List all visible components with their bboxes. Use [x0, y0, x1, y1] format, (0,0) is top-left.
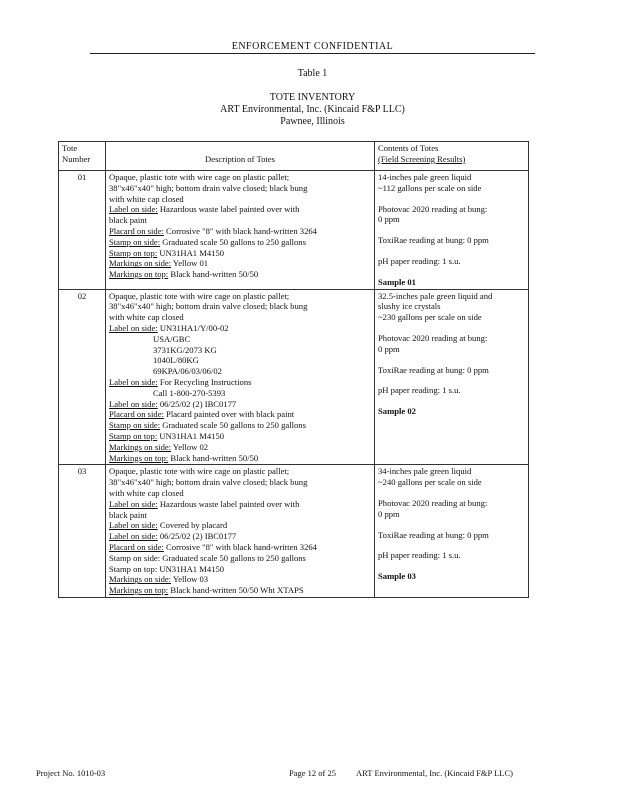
- field-value: 06/25/02 (2) IBC0177: [157, 398, 237, 409]
- description-line: [109, 499, 371, 510]
- field-label: Label on side:: [109, 520, 158, 531]
- contents-line: ToxiRae reading at bung: 0 ppm: [378, 529, 489, 540]
- field-value: Hazardous waste label painted over with: [157, 204, 300, 215]
- description-line: [109, 564, 371, 575]
- field-value: Stamp on side: Graduated scale 50 gallons to 250 gallons: [109, 552, 306, 563]
- contents-line: pH paper reading: 1 s.u.: [378, 255, 461, 266]
- field-value: Corrosive "8" with black hand-written 3264: [163, 541, 317, 552]
- field-label: Label on side:: [109, 398, 158, 409]
- field-value: with white cap closed: [109, 487, 184, 498]
- field-value: Black hand-written 50/50: [168, 269, 259, 280]
- table-row: [59, 289, 529, 465]
- field-label: Markings on top:: [109, 452, 169, 463]
- field-label: Markings on side:: [109, 574, 172, 585]
- contents-line: [378, 375, 525, 385]
- field-value: Graduated scale 50 gallons to 250 gallons: [160, 420, 306, 431]
- table-heading: TOTE INVENTORY: [269, 92, 356, 103]
- table-label: Table 1: [297, 68, 328, 79]
- contents-line: [378, 246, 525, 256]
- table-header-row: [59, 142, 529, 171]
- description-line: [109, 172, 371, 183]
- description-line: [109, 510, 371, 521]
- confidential-header: ENFORCEMENT CONFIDENTIAL: [231, 41, 394, 52]
- field-value: UN31HA1 M4150: [157, 247, 225, 258]
- tote-description: [106, 465, 375, 598]
- description-line: [109, 248, 371, 259]
- contents-line: 32.5-inches pale green liquid and: [378, 290, 493, 301]
- description-line: [109, 194, 371, 205]
- description-line: [109, 312, 371, 323]
- tote-contents: [375, 465, 529, 598]
- field-label: Stamp on side:: [109, 420, 161, 431]
- description-line: [109, 466, 371, 477]
- field-value: black paint: [109, 509, 147, 520]
- field-label: Placard on side:: [109, 541, 164, 552]
- field-value: USA/GBC: [153, 333, 191, 344]
- field-value: Covered by placard: [157, 520, 228, 531]
- field-value: Opaque, plastic tote with wire cage on plastic pallet;: [109, 466, 290, 477]
- field-label: Placard on side:: [109, 409, 164, 420]
- description-line: [109, 334, 371, 345]
- contents-line: [378, 488, 525, 498]
- description-line: [109, 453, 371, 464]
- description-line: [109, 531, 371, 542]
- description-line: [109, 542, 371, 553]
- field-value: with white cap closed: [109, 193, 184, 204]
- contents-line: ToxiRae reading at bung: 0 ppm: [378, 364, 489, 375]
- description-line: [109, 226, 371, 237]
- description-line: [109, 488, 371, 499]
- field-value: For Recycling Instructions: [157, 376, 252, 387]
- tote-number: 02: [59, 289, 106, 465]
- description-line: [109, 301, 371, 312]
- header-description: Description of Totes: [106, 142, 375, 171]
- contents-line: ToxiRae reading at bung: 0 ppm: [378, 235, 489, 246]
- field-label: Label on side:: [109, 204, 158, 215]
- contents-line: ~230 gallons per scale on side: [378, 312, 482, 323]
- field-value: Call 1-800-270-5393: [153, 387, 226, 398]
- footer-company: ART Environmental, Inc. (Kincaid F&P LLC): [356, 768, 513, 778]
- contents-line: ~240 gallons per scale on side: [378, 477, 482, 488]
- header-contents: Contents of Totes (Field Screening Results): [375, 142, 529, 171]
- description-line: [109, 237, 371, 248]
- description-line: [109, 204, 371, 215]
- company-name: ART Environmental, Inc. (Kincaid F&P LLC): [220, 104, 405, 115]
- header-tote-number: Tote Number: [59, 142, 106, 171]
- contents-line: [378, 540, 525, 550]
- field-value: 06/25/02 (2) IBC0177: [157, 531, 237, 542]
- tote-number: 03: [59, 465, 106, 598]
- description-line: [109, 420, 371, 431]
- field-value: Hazardous waste label painted over with: [157, 498, 300, 509]
- field-label: Label on side:: [109, 376, 158, 387]
- tote-description: [106, 171, 375, 290]
- contents-line: [378, 355, 525, 365]
- description-line: [109, 553, 371, 564]
- field-label: Label on side:: [109, 531, 158, 542]
- field-value: black paint: [109, 215, 147, 226]
- contents-line: 0 ppm: [378, 214, 400, 225]
- footer-page-number: Page 12 of 25: [289, 768, 336, 778]
- sample-id: Sample 02: [378, 406, 416, 417]
- description-line: [109, 323, 371, 334]
- description-line: [109, 183, 371, 194]
- contents-line: pH paper reading: 1 s.u.: [378, 550, 461, 561]
- description-line: [109, 355, 371, 366]
- description-line: [109, 442, 371, 453]
- field-label: Stamp on top:: [109, 247, 158, 258]
- tote-contents: [375, 171, 529, 290]
- description-line: [109, 388, 371, 399]
- description-line: [109, 258, 371, 269]
- field-value: Yellow 02: [171, 441, 209, 452]
- field-value: 38"x46"x40" high; bottom drain valve closed; black bung: [109, 182, 308, 193]
- tote-description: [106, 289, 375, 465]
- tote-inventory-table: [58, 141, 529, 598]
- field-value: 38"x46"x40" high; bottom drain valve closed; black bung: [109, 477, 308, 488]
- field-value: Corrosive "8" with black hand-written 3264: [163, 225, 317, 236]
- field-label: Label on side:: [109, 498, 158, 509]
- field-value: Black hand-written 50/50: [168, 452, 259, 463]
- field-value: 38"x46"x40" high; bottom drain valve closed; black bung: [109, 301, 308, 312]
- field-value: UN31HA1 M4150: [157, 430, 225, 441]
- field-value: UN31HA1/Y/00-02: [157, 322, 229, 333]
- field-value: Black hand-written 50/50 Wht XTAPS: [168, 585, 304, 596]
- location: Pawnee, Illinois: [280, 116, 345, 127]
- field-label: Placard on side:: [109, 225, 164, 236]
- contents-line: Photovac 2020 reading at bung:: [378, 203, 488, 214]
- field-value: Opaque, plastic tote with wire cage on plastic pallet;: [109, 172, 290, 182]
- sample-id: Sample 03: [378, 571, 416, 582]
- description-line: [109, 585, 371, 596]
- field-value: 69KPA/06/03/06/02: [153, 366, 222, 377]
- description-line: [109, 409, 371, 420]
- contents-line: [378, 267, 525, 277]
- field-label: Markings on side:: [109, 441, 172, 452]
- header-rule: [90, 53, 535, 54]
- contents-line: [378, 520, 525, 530]
- contents-line: Photovac 2020 reading at bung:: [378, 497, 488, 508]
- description-line: [109, 291, 371, 302]
- description-line: [109, 520, 371, 531]
- description-line: [109, 366, 371, 377]
- tote-contents: [375, 289, 529, 465]
- description-line: [109, 345, 371, 356]
- contents-line: 0 ppm: [378, 343, 400, 354]
- field-value: Stamp on top: UN31HA1 M4150: [109, 563, 225, 574]
- contents-line: [378, 323, 525, 333]
- contents-line: [378, 194, 525, 204]
- description-line: [109, 431, 371, 442]
- contents-line: [378, 561, 525, 571]
- field-label: Markings on top:: [109, 585, 169, 596]
- contents-line: pH paper reading: 1 s.u.: [378, 385, 461, 396]
- footer-project: Project No. 1010-03: [36, 768, 106, 778]
- field-value: Yellow 03: [171, 574, 209, 585]
- description-line: [109, 477, 371, 488]
- description-line: [109, 215, 371, 226]
- field-label: Markings on top:: [109, 269, 169, 280]
- field-value: Graduated scale 50 gallons to 250 gallons: [160, 236, 306, 247]
- description-line: [109, 574, 371, 585]
- field-label: Stamp on side:: [109, 236, 161, 247]
- table-row: [59, 171, 529, 290]
- sample-id: Sample 01: [378, 276, 416, 287]
- field-label: Stamp on top:: [109, 430, 158, 441]
- contents-line: 14-inches pale green liquid: [378, 172, 472, 182]
- description-line: [109, 269, 371, 280]
- contents-line: slushy ice crystals: [378, 301, 441, 312]
- contents-line: ~112 gallons per scale on side: [378, 182, 482, 193]
- contents-line: Photovac 2020 reading at bung:: [378, 332, 488, 343]
- field-value: Opaque, plastic tote with wire cage on plastic pallet;: [109, 290, 290, 301]
- contents-line: 0 ppm: [378, 508, 400, 519]
- contents-line: 34-inches pale green liquid: [378, 466, 472, 477]
- field-label: Markings on side:: [109, 258, 172, 269]
- field-value: Placard painted over with black paint: [163, 409, 295, 420]
- description-line: [109, 377, 371, 388]
- field-value: 3731KG/2073 KG: [153, 344, 217, 355]
- field-value: Yellow 01: [171, 258, 209, 269]
- contents-line: [378, 225, 525, 235]
- field-value: 1040L/80KG: [153, 355, 199, 366]
- description-line: [109, 399, 371, 410]
- field-value: with white cap closed: [109, 312, 184, 323]
- tote-number: 01: [59, 171, 106, 290]
- table-row: [59, 465, 529, 598]
- field-label: Label on side:: [109, 322, 158, 333]
- contents-line: [378, 396, 525, 406]
